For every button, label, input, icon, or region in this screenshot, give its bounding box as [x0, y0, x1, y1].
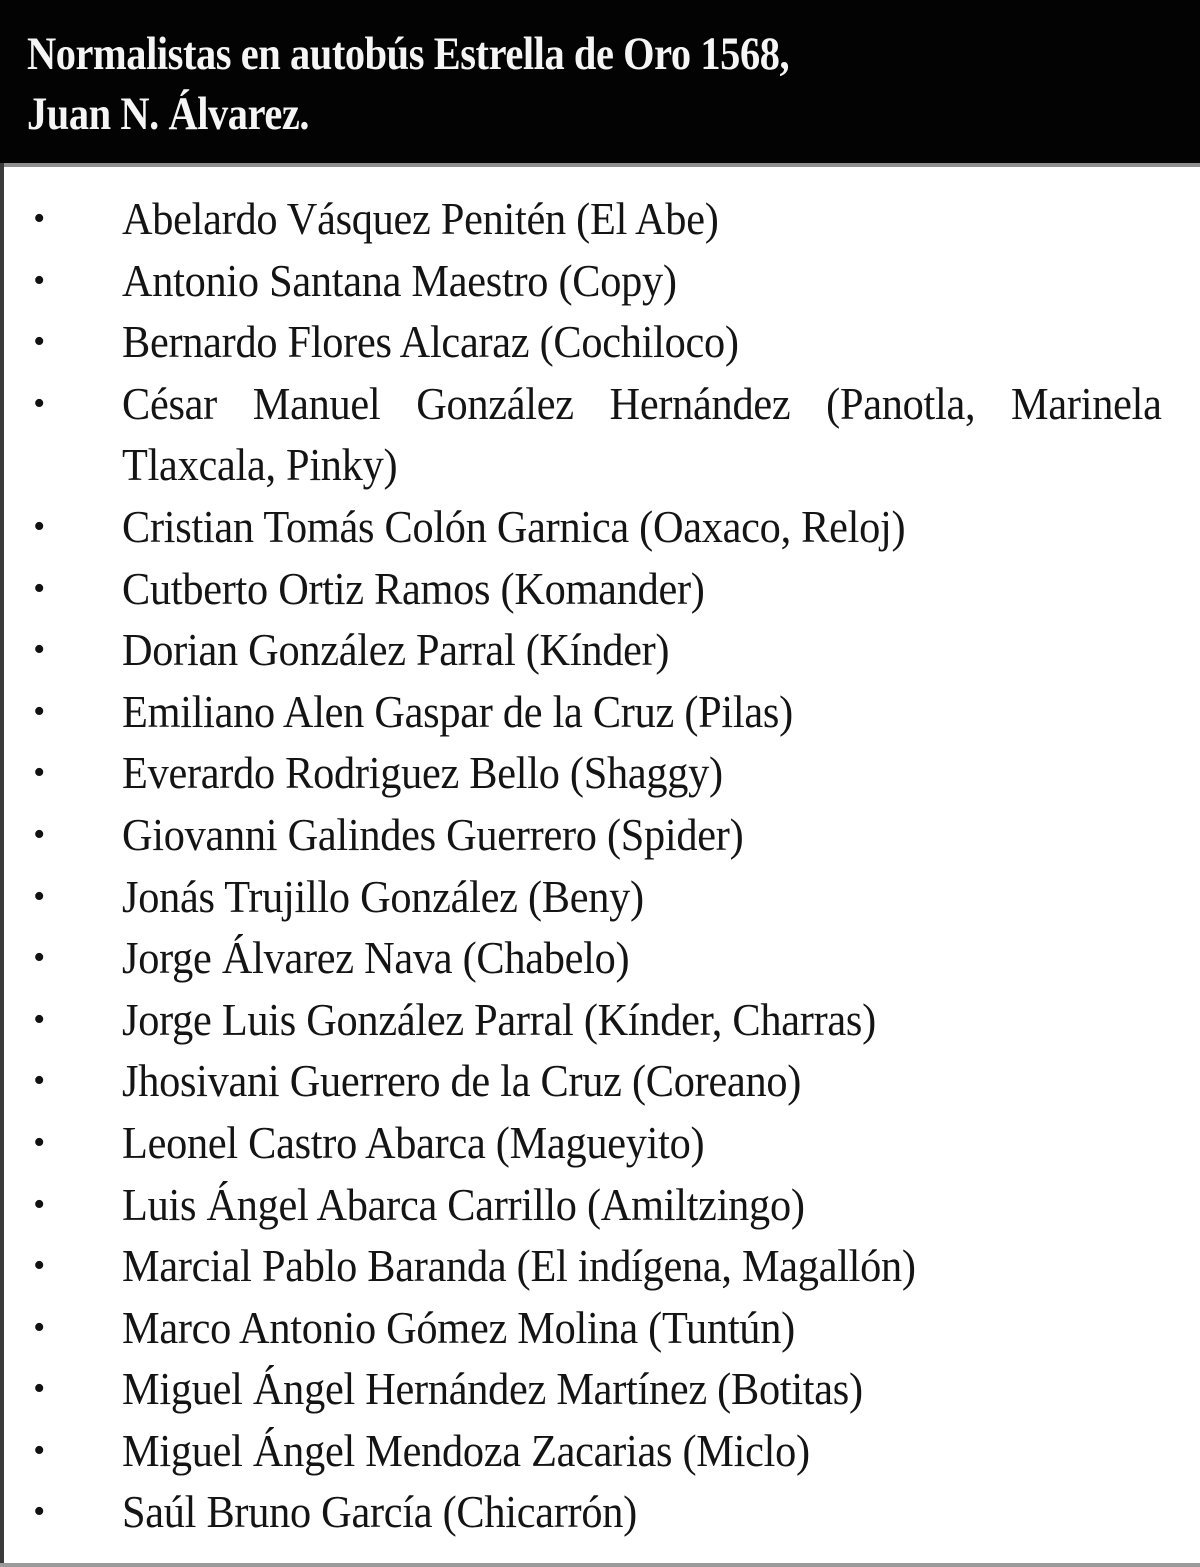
title-line-1: Normalistas en autobús Estrella de Oro 1568,: [27, 28, 790, 80]
list-item-text: Cutberto Ortiz Ramos (Komander): [122, 562, 705, 614]
list-item-text: Jhosivani Guerrero de la Cruz (Coreano): [122, 1055, 802, 1107]
bullet-icon: •: [33, 939, 45, 977]
list-item: [0, 188, 1200, 250]
bullet-icon: •: [33, 200, 45, 237]
list-item-text: Emiliano Alen Gaspar de la Cruz (Pilas): [122, 685, 793, 737]
list-item: [0, 1420, 1200, 1482]
list-item-text: Antonio Santana Maestro (Copy): [122, 254, 677, 306]
student-list: [0, 188, 1200, 1543]
bullet-icon: •: [33, 631, 45, 669]
list-item: [0, 681, 1200, 743]
list-item-text: Luis Ángel Abarca Carrillo (Amiltzingo): [122, 1178, 805, 1230]
bullet-icon: •: [33, 1185, 45, 1223]
bullet-icon: •: [33, 323, 45, 361]
list-item-text: Giovanni Galindes Guerrero (Spider): [122, 808, 744, 860]
list-item-text: Everardo Rodriguez Bello (Shaggy): [122, 747, 723, 799]
bullet-icon: •: [33, 877, 45, 915]
list-item: [0, 311, 1200, 373]
bullet-icon: •: [33, 1370, 45, 1408]
header-band: [0, 0, 1200, 163]
bullet-icon: •: [33, 754, 45, 792]
list-item-text: Jorge Luis González Parral (Kínder, Charras): [122, 993, 876, 1045]
list-item: [0, 1481, 1200, 1543]
list-item-text: Leonel Castro Abarca (Magueyito): [122, 1116, 705, 1168]
bullet-icon: •: [33, 507, 45, 545]
list-item-text: Miguel Ángel Hernández Martínez (Botitas): [122, 1363, 863, 1415]
bullet-icon: •: [33, 1431, 45, 1469]
list-item-text: Cristian Tomás Colón Garnica (Oaxaco, Reloj): [122, 500, 906, 552]
list-item: [0, 1358, 1200, 1420]
bullet-icon: •: [33, 1062, 45, 1100]
bullet-icon: •: [33, 1247, 45, 1285]
header-divider: [0, 163, 1200, 167]
list-item: [0, 742, 1200, 804]
list-item-text: Bernardo Flores Alcaraz (Cochiloco): [122, 316, 739, 368]
list-item-text: Abelardo Vásquez Penitén (El Abe): [122, 193, 719, 244]
bullet-icon: •: [33, 261, 45, 299]
list-item-text: Marcial Pablo Baranda (El indígena, Magallón): [122, 1240, 916, 1292]
list-item-text: Saúl Bruno García (Chicarrón): [122, 1486, 637, 1538]
list-item-text: Dorian González Parral (Kínder): [122, 624, 670, 676]
list-item: [0, 1050, 1200, 1112]
list-item: [0, 866, 1200, 928]
page-title: [27, 24, 1093, 144]
bullet-icon: •: [33, 384, 45, 422]
bullet-icon: •: [33, 1123, 45, 1161]
bullet-icon: •: [33, 569, 45, 607]
bullet-icon: •: [33, 1493, 45, 1531]
list-item: [0, 927, 1200, 989]
list-item: [0, 558, 1200, 620]
bottom-border: [0, 1563, 1200, 1567]
title-line-2: Juan N. Álvarez.: [27, 88, 310, 140]
bullet-icon: •: [33, 1000, 45, 1038]
list-item: [0, 1174, 1200, 1236]
bullet-icon: •: [33, 692, 45, 730]
bullet-icon: •: [33, 815, 45, 853]
list-item: [0, 250, 1200, 312]
bullet-icon: •: [33, 1308, 45, 1346]
list-item: [0, 619, 1200, 681]
list-item: [0, 989, 1200, 1051]
list-item-text: Marco Antonio Gómez Molina (Tuntún): [122, 1301, 795, 1353]
list-item-text: César Manuel González Hernández (Panotla, Marinela Tlaxcala, Pinky): [122, 377, 1162, 491]
list-item-text: Miguel Ángel Mendoza Zacarias (Miclo): [122, 1424, 810, 1476]
list-item: [0, 373, 1200, 496]
list-item: [0, 1297, 1200, 1359]
list-item-text: Jorge Álvarez Nava (Chabelo): [122, 932, 630, 984]
list-item-text: Jonás Trujillo González (Beny): [122, 870, 644, 922]
list-item: [0, 804, 1200, 866]
list-item: [0, 1235, 1200, 1297]
list-item: [0, 1112, 1200, 1174]
list-item: [0, 496, 1200, 558]
